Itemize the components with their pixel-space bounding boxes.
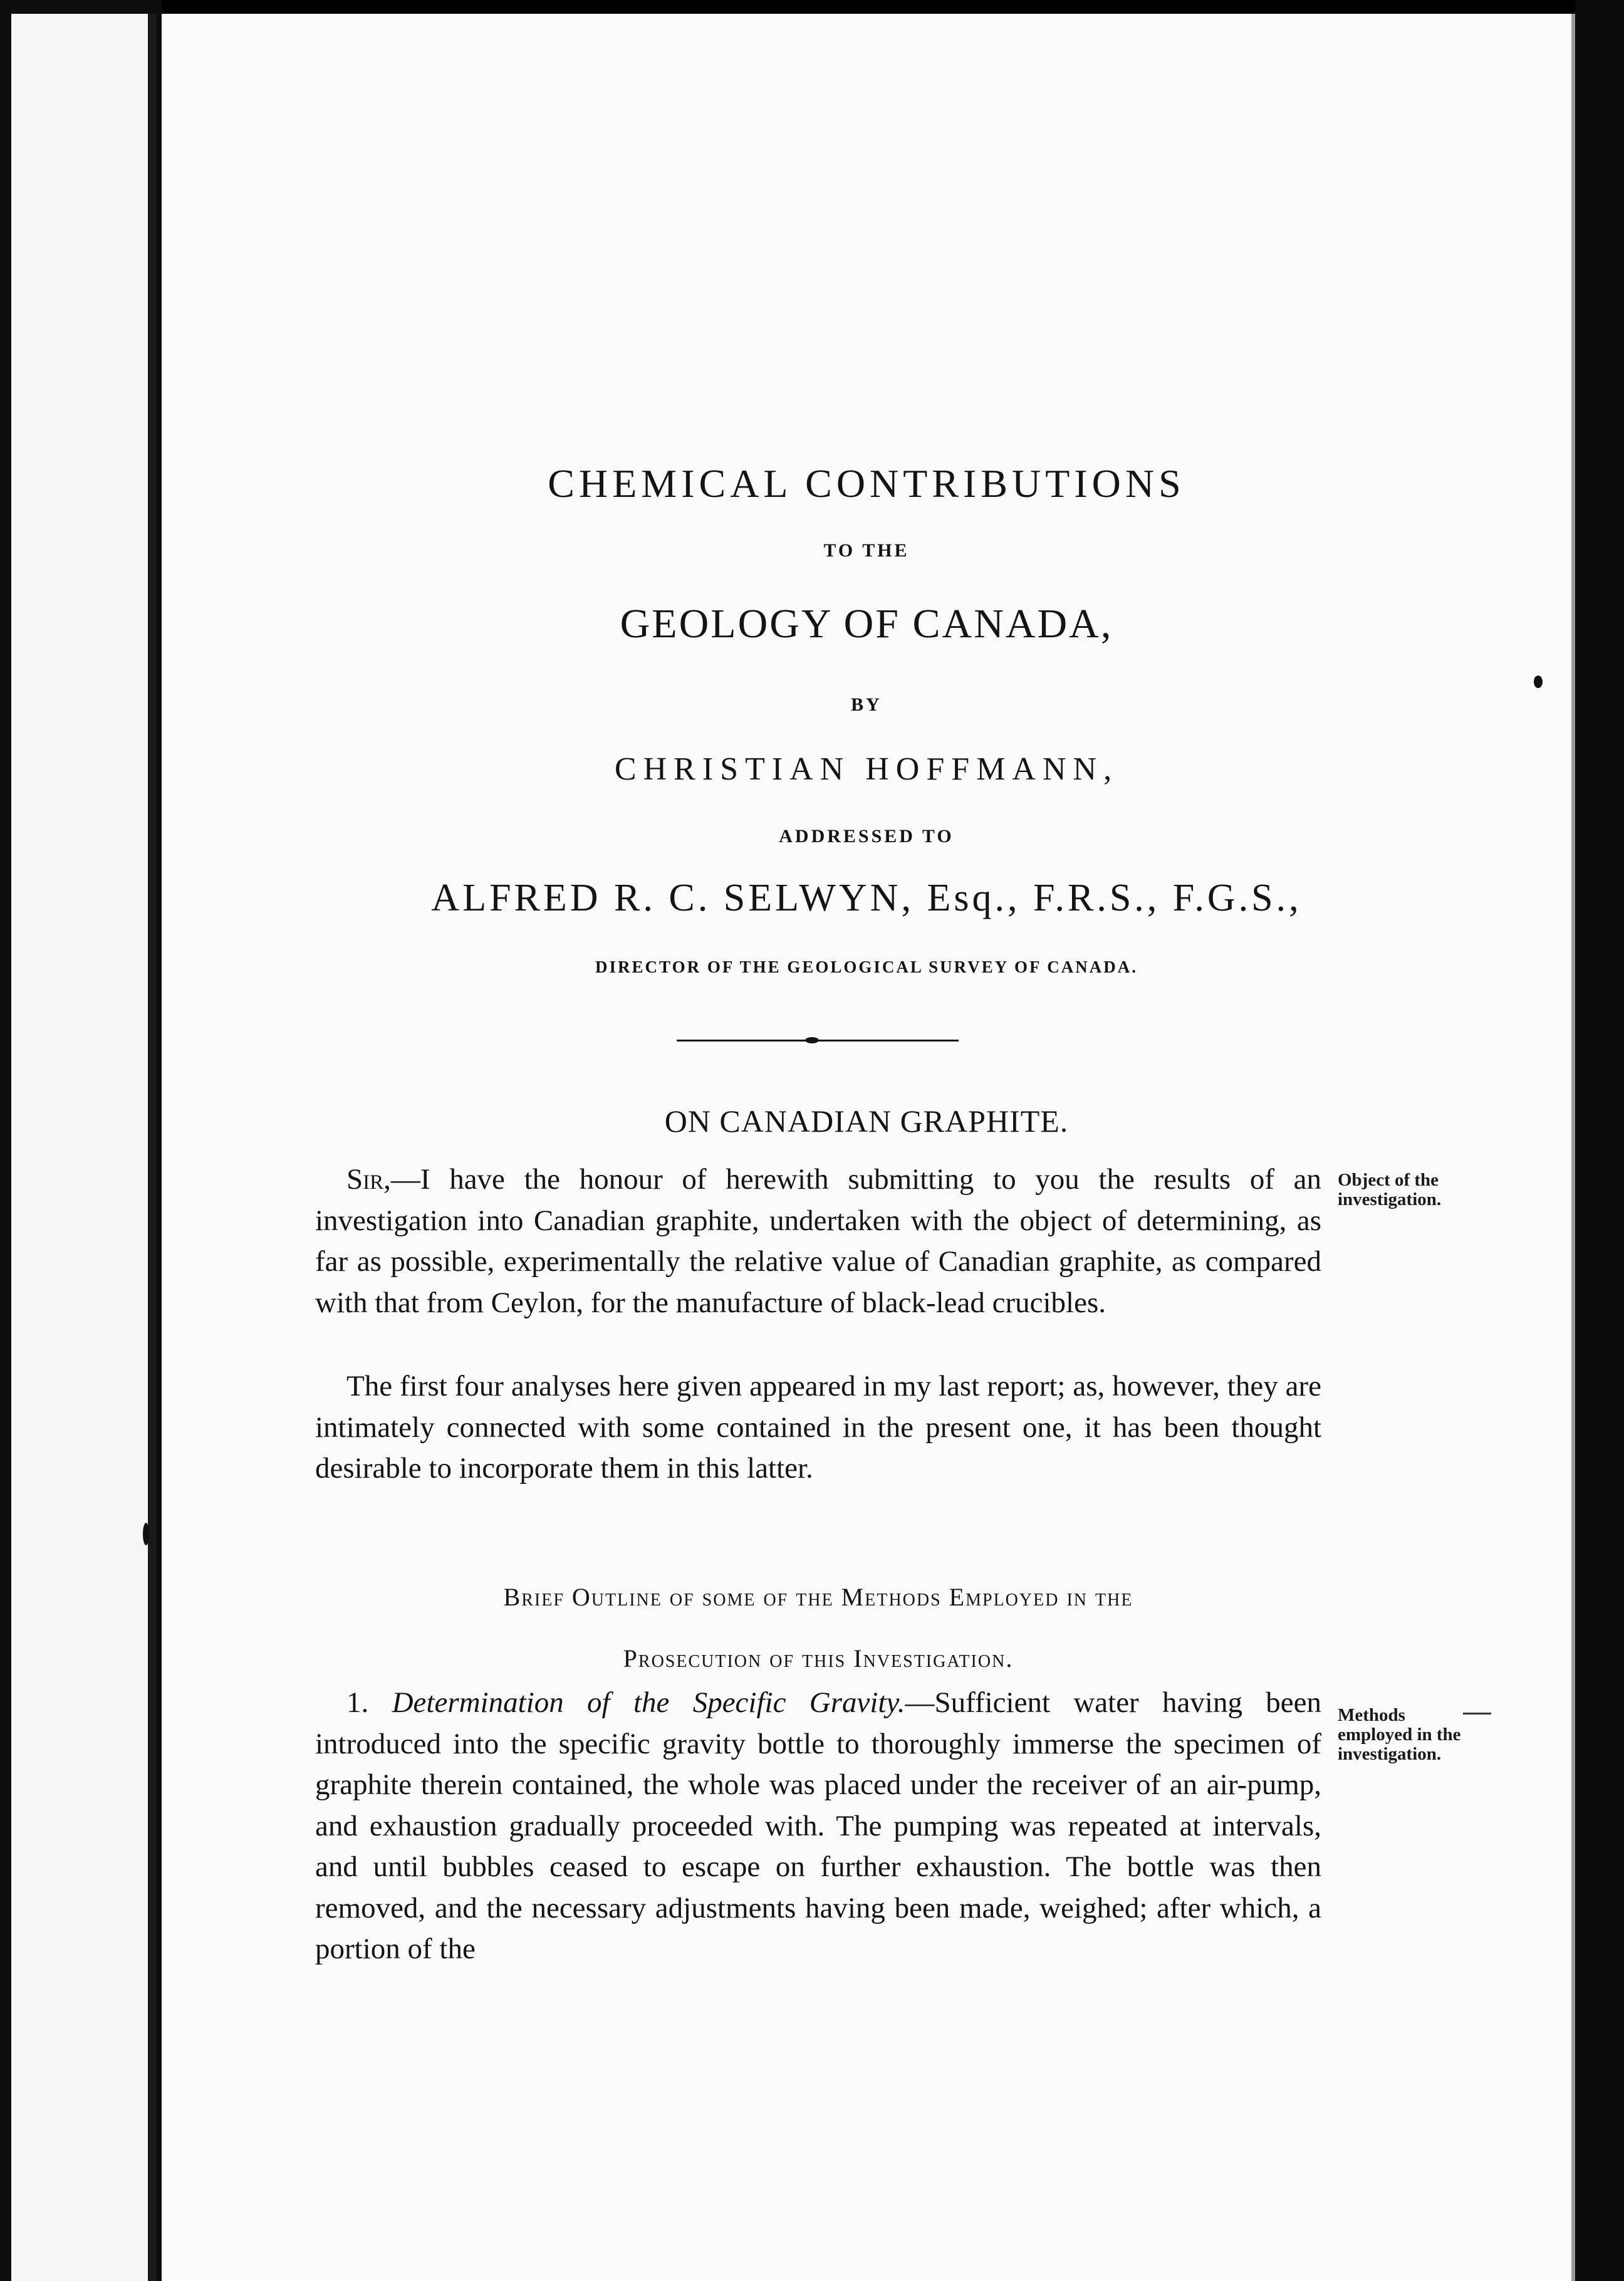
scan-border-right (1575, 0, 1624, 2281)
margin-note-methods: Methods employed in the investigation. (1338, 1705, 1461, 1764)
title-line-1: CHEMICAL CONTRIBUTIONS (548, 461, 1185, 506)
title-line-2: GEOLOGY OF CANADA, (620, 601, 1113, 647)
ornamental-rule (677, 1037, 959, 1045)
paragraph-3-text: —Sufficient water having been introduced into the specific gravity bottle to thoroughly immerse the specimen of graphite therein contained, the whole was placed under the receiver of an air-pump, and exhaustion gradually proceeded with. The pumping was repeated at intervals, and until bubbles ceased to escape on further exhaustion. The bottle was then removed, and the necessary adjustments having been made, weighed; after which, a portion of the (315, 1686, 1322, 1965)
paragraph-1-text: —I have the honour of herewith submitting to you the results of an investigation into Canadian graphite, undertaken with the object of determining, as far as possible, experimentally the relative value of Canadian graphite, as compared with that from Ceylon, for the manufacture of black-lead crucibles. (315, 1163, 1321, 1319)
scan-border-top (0, 0, 1624, 14)
addressed-to: ADDRESSED TO (779, 826, 954, 847)
section-heading: ON CANADIAN GRAPHITE. (664, 1104, 1069, 1139)
margin-dash (1463, 1713, 1491, 1715)
facing-page-edge (11, 14, 157, 2281)
page-edge-right (1571, 14, 1575, 2281)
addressee-title: DIRECTOR OF THE GEOLOGICAL SURVEY OF CANADA. (595, 958, 1138, 976)
subsection-heading-line-2: Prosecution of this Investigation. (623, 1644, 1014, 1673)
author-name: CHRISTIAN HOFFMANN, (614, 751, 1119, 787)
subsection-heading (315, 1567, 1321, 1689)
paragraph-1 (315, 1159, 1321, 1323)
rule-ornament (805, 1037, 819, 1043)
ink-speck (1534, 676, 1543, 688)
subsection-heading-line-1: Brief Outline of some of the Methods Employed in the (503, 1583, 1133, 1611)
paragraph-2 (315, 1366, 1321, 1490)
paragraph-2-text: The first four analyses here given appeared in my last report; as, however, they are intimately connected with some contained in the present one, it has been thought desirable to incorporate them in this latter. (315, 1370, 1321, 1485)
salutation: Sir, (346, 1163, 391, 1196)
ink-speck (143, 1523, 149, 1545)
paragraph-3 (315, 1683, 1321, 1970)
byline-by: BY (851, 694, 882, 715)
addressee-name: ALFRED R. C. SELWYN, Esq., F.R.S., F.G.S., (431, 877, 1302, 919)
binding-shadow (148, 14, 157, 2281)
margin-note-object: Object of the investigation. (1338, 1170, 1442, 1209)
title-connector: TO THE (823, 540, 910, 561)
item-number: 1. (346, 1686, 369, 1719)
item-title: Determination of the Specific Gravity. (392, 1686, 905, 1719)
